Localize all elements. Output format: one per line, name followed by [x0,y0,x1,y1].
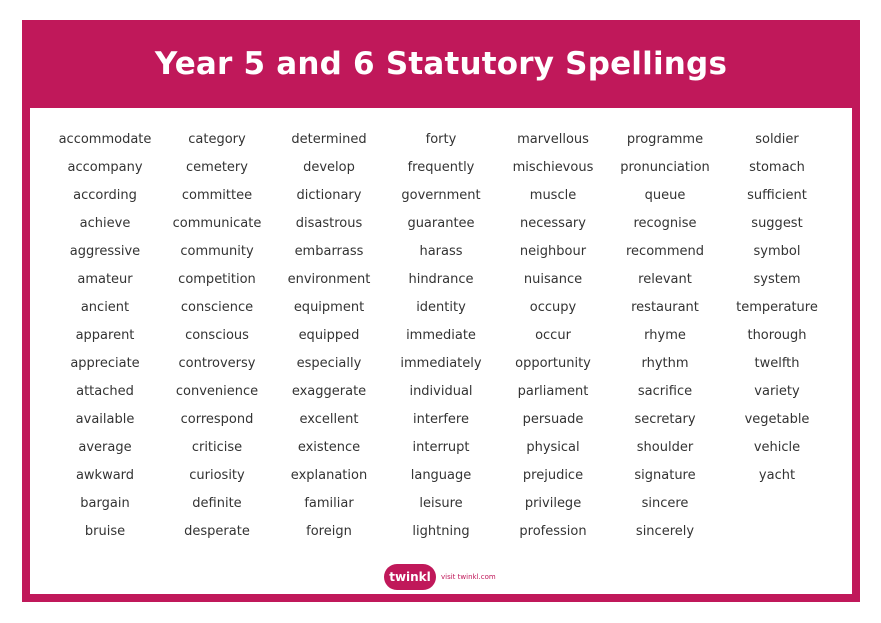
spelling-word: available [75,412,135,427]
spelling-word: neighbour [519,244,587,259]
spelling-word: exaggerate [291,384,367,399]
spelling-word: dictionary [296,188,362,203]
spelling-word: profession [519,524,587,539]
spelling-word: twelfth [754,356,800,371]
spelling-sheet [22,20,860,602]
spelling-word: queue [644,188,686,203]
spelling-word: attached [76,384,134,399]
spelling-word: identity [416,300,466,315]
spelling-word: equipped [298,328,360,343]
spelling-word: accompany [67,160,143,175]
spelling-word: competition [178,272,256,287]
spelling-word: cemetery [186,160,248,175]
twinkl-logo: twinkl [384,564,436,590]
spelling-word: achieve [79,216,131,231]
spelling-word: category [188,132,246,147]
spelling-word: occupy [529,300,577,315]
spelling-word: immediately [400,356,482,371]
spelling-word: committee [181,188,253,203]
spelling-word: sincerely [635,524,695,539]
spelling-word: harass [419,244,463,259]
spelling-word: language [410,468,472,483]
spelling-word: definite [192,496,242,511]
spelling-word: lightning [412,524,470,539]
spelling-word: environment [287,272,371,287]
spelling-word: convenience [175,384,259,399]
spelling-word: variety [754,384,800,399]
spelling-word: apparent [75,328,135,343]
spelling-word: system [753,272,801,287]
spelling-word: sincere [641,496,689,511]
spelling-word: thorough [747,328,807,343]
word-column-5 [497,126,609,546]
page-title: Year 5 and 6 Statutory Spellings [154,46,728,82]
spelling-word: nuisance [523,272,583,287]
spelling-word: accommodate [58,132,152,147]
spelling-word: hindrance [408,272,474,287]
spelling-word: persuade [522,412,584,427]
spelling-word: conscience [180,300,254,315]
spelling-word: sacrifice [637,384,693,399]
spelling-word: determined [291,132,367,147]
spelling-word: explanation [290,468,368,483]
spelling-word: leisure [419,496,463,511]
spelling-word: desperate [184,524,250,539]
spelling-word: develop [303,160,355,175]
spelling-word: equipment [293,300,365,315]
word-column-7 [721,126,833,546]
spelling-word: restaurant [631,300,699,315]
spelling-word: secretary [634,412,696,427]
spelling-word: shoulder [636,440,694,455]
spelling-word: bruise [84,524,126,539]
spelling-word: soldier [755,132,799,147]
spelling-word: disastrous [295,216,363,231]
word-column-2 [161,126,273,546]
spelling-word: relevant [638,272,692,287]
word-column-3 [273,126,385,546]
spelling-word: muscle [529,188,577,203]
spelling-word: rhythm [641,356,689,371]
spelling-word: individual [409,384,473,399]
word-column-4 [385,126,497,546]
word-column-1 [49,126,161,546]
spelling-word: interrupt [412,440,470,455]
spelling-word: bargain [80,496,130,511]
word-columns [49,126,833,546]
spelling-word: embarrass [294,244,364,259]
spelling-word: prejudice [522,468,584,483]
spelling-word: temperature [736,300,818,315]
spelling-word: amateur [77,272,133,287]
spelling-word: excellent [299,412,359,427]
spelling-word: programme [626,132,704,147]
spelling-word: parliament [517,384,589,399]
spelling-word: familiar [304,496,354,511]
spelling-word: forty [425,132,457,147]
spelling-word: curiosity [189,468,245,483]
spelling-word: suggest [751,216,803,231]
spelling-word: conscious [185,328,249,343]
spelling-word: stomach [749,160,805,175]
spelling-word: signature [634,468,696,483]
spelling-word: guarantee [407,216,475,231]
word-panel [30,108,852,594]
spelling-word: community [180,244,254,259]
spelling-word: government [401,188,481,203]
spelling-word: marvellous [517,132,589,147]
spelling-word: interfere [413,412,469,427]
footer [384,563,496,591]
spelling-word: frequently [407,160,475,175]
spelling-word: immediate [406,328,476,343]
spelling-word: pronunciation [620,160,710,175]
spelling-word: rhyme [644,328,686,343]
spelling-word: vegetable [744,412,810,427]
spelling-word: existence [297,440,361,455]
spelling-word: mischievous [512,160,594,175]
spelling-word: yacht [758,468,796,483]
spelling-word: physical [526,440,580,455]
spelling-word: recommend [626,244,704,259]
spelling-word: foreign [306,524,352,539]
visit-link-text: visit twinkl.com [441,573,496,581]
spelling-word: recognise [633,216,697,231]
spelling-word: vehicle [753,440,801,455]
spelling-word: correspond [180,412,254,427]
spelling-word: symbol [753,244,801,259]
spelling-word: especially [296,356,362,371]
spelling-word: privilege [524,496,582,511]
spelling-word: ancient [80,300,130,315]
word-column-6 [609,126,721,546]
spelling-word: awkward [75,468,135,483]
spelling-word: necessary [520,216,586,231]
spelling-word: communicate [172,216,262,231]
spelling-word: according [73,188,137,203]
spelling-word: sufficient [747,188,807,203]
spelling-word: criticise [191,440,243,455]
spelling-word: average [78,440,132,455]
spelling-word: appreciate [70,356,140,371]
spelling-word: aggressive [69,244,141,259]
spelling-word: opportunity [515,356,591,371]
spelling-word: controversy [178,356,256,371]
spelling-word: occur [535,328,571,343]
